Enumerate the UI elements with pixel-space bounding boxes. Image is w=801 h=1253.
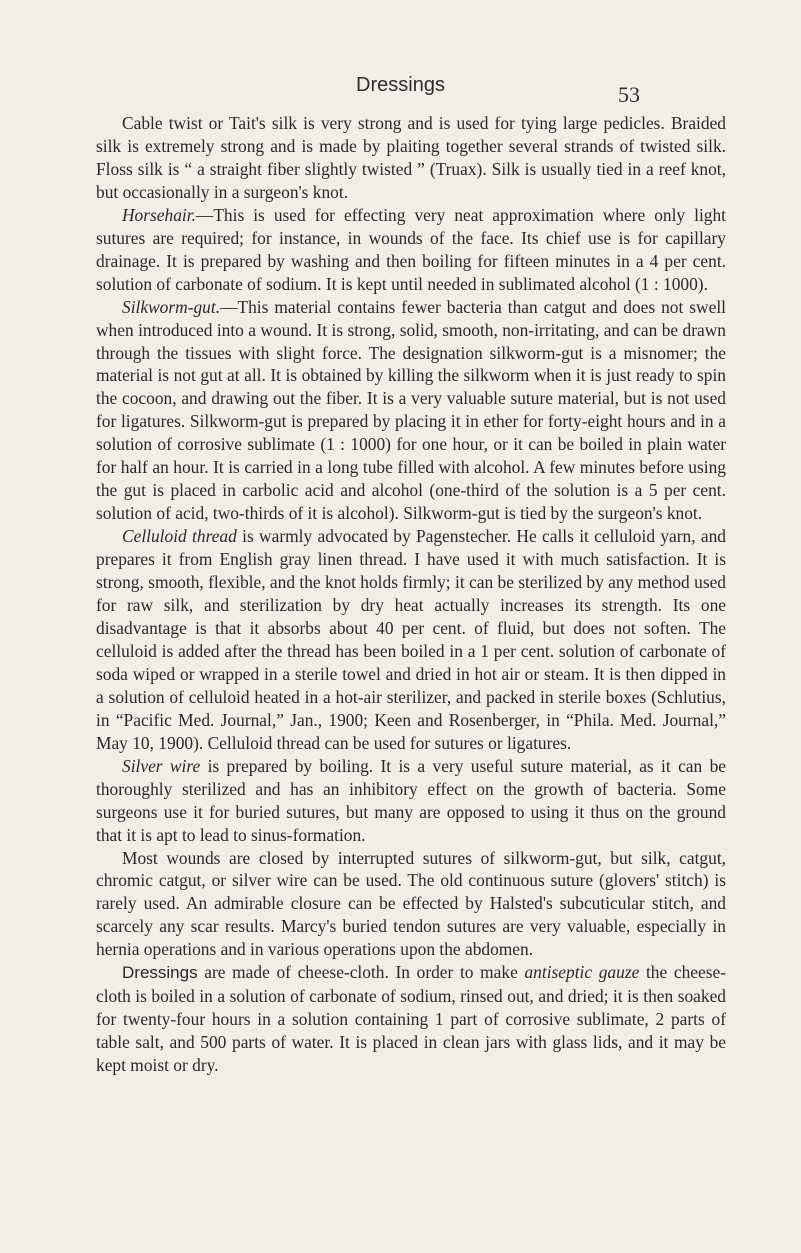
paragraph-text: —This is used for effecting very neat approximation where only light sutures are required; for instance, in wounds of the face. Its chief use is for capillary drainage. It is prepared by washing and then boiling for fifteen minutes in a 4 per cent. solution of carbonate of sodium. It is kept until needed in sublimated alcohol (1 : 1000).	[96, 204, 726, 294]
paragraph-horsehair	[96, 204, 726, 296]
term-silver-wire: Silver wire	[122, 755, 201, 776]
paragraph-text: —This material contains fewer bacteria than catgut and does not swell when introduced into a wound. It is strong, solid, smooth, non-irritating, and can be drawn through the tissues with slight force. The designation silkworm-gut is a misnomer; the material is not gut at all. It is obtained by killing the silkworm when it is just ready to spin the cocoon, and drawing out the fiber. It is a very valuable suture material, but is not used for ligatures. Silkworm-gut is prepared by placing it in ether for forty-eight hours and in a solution of corrosive sublimate (1 : 1000) for one hour, or it can be boiled in plain water for half an hour. It is carried in a long tube filled with alcohol. A few minutes before using the gut is placed in carbolic acid and alcohol (one-third of the solution is a 5 per cent. solution of acid, two-thirds of it is alcohol). Silkworm-gut is tied by the surgeon's knot.	[96, 296, 726, 524]
paragraph-text: is warmly advocated by Pagenstecher. He calls it celluloid yarn, and prepares it from English gray linen thread. I have used it with much satisfaction. It is strong, smooth, flexible, and the knot holds firmly; it can be sterilized by any method used for raw silk, and sterilization by dry heat actually increases its strength. Its one disadvantage is that it absorbs about 40 per cent. of fluid, but does not soften. The celluloid is added after the thread has been boiled in a 1 per cent. solution of carbonate of soda wiped or wrapped in a sterile towel and dried in hot air or steam. It is then dipped in a solution of celluloid heated in a hot-air sterilizer, and packed in sterile boxes (Schlutius, in “Pacific Med. Journal,” Jan., 1900; Keen and Rosenberger, in “Phila. Med. Journal,” May 10, 1900). Celluloid thread can be used for sutures or ligatures.	[96, 526, 726, 753]
term-silkworm-gut: Silkworm-gut.	[122, 296, 221, 317]
term-antiseptic-gauze: antiseptic gauze	[524, 962, 640, 983]
lead-dressings: Dressings	[122, 963, 198, 983]
paragraph-text: is prepared by boiling. It is a very useful suture material, as it can be thoroughly sterilized and has an inhibitory effect on the growth of bacteria. Some surgeons use it for buried sutures, but many are opposed to using it thus on the ground that it is apt to lead to sinus-formation.	[96, 755, 726, 845]
paragraph-text: Most wounds are closed by interrupted sutures of silkworm-gut, but silk, catgut, chromic catgut, or silver wire can be used. The old continuous suture (glovers' stitch) is rarely used. An admirable closure can be effected by Halsted's subcuticular stitch, and scarcely any scar results. Marcy's buried tendon sutures are very valuable, especially in hernia operations and in various operations upon the abdomen.	[96, 847, 726, 960]
paragraph-text: the cheese-cloth is boiled in a solution of carbonate of sodium, rinsed out, and dried; it is then soaked for twenty-four hours in a solution containing 1 part of corrosive sublimate, 2 parts of table salt, and 500 parts of water. It is placed in clean jars with glass lids, and it may be kept moist or dry.	[96, 962, 726, 1076]
paragraph-silk-types	[96, 112, 726, 204]
paragraph-text: are made of cheese-cloth. In order to make	[197, 962, 525, 983]
paragraph-celluloid-thread	[96, 525, 726, 755]
term-celluloid-thread: Celluloid thread	[122, 526, 237, 547]
paragraph-dressings	[96, 961, 726, 1077]
running-head: Dressings	[356, 74, 445, 96]
paragraph-silver-wire	[96, 755, 726, 847]
page-body	[96, 112, 726, 1077]
term-horsehair: Horsehair.	[122, 204, 196, 225]
paragraph-silkworm-gut	[96, 296, 726, 526]
paragraph-wound-closure	[96, 847, 726, 962]
page-number: 53	[618, 82, 640, 107]
paragraph-text: Cable twist or Tait's silk is very strong and is used for tying large pedicles. Braided silk is extremely strong and is made by plaiting together several strands of twisted silk. Floss silk is “ a straight fiber slightly twisted ” (Truax). Silk is usually tied in a reef knot, but occasionally in a surgeon's knot.	[96, 113, 726, 202]
